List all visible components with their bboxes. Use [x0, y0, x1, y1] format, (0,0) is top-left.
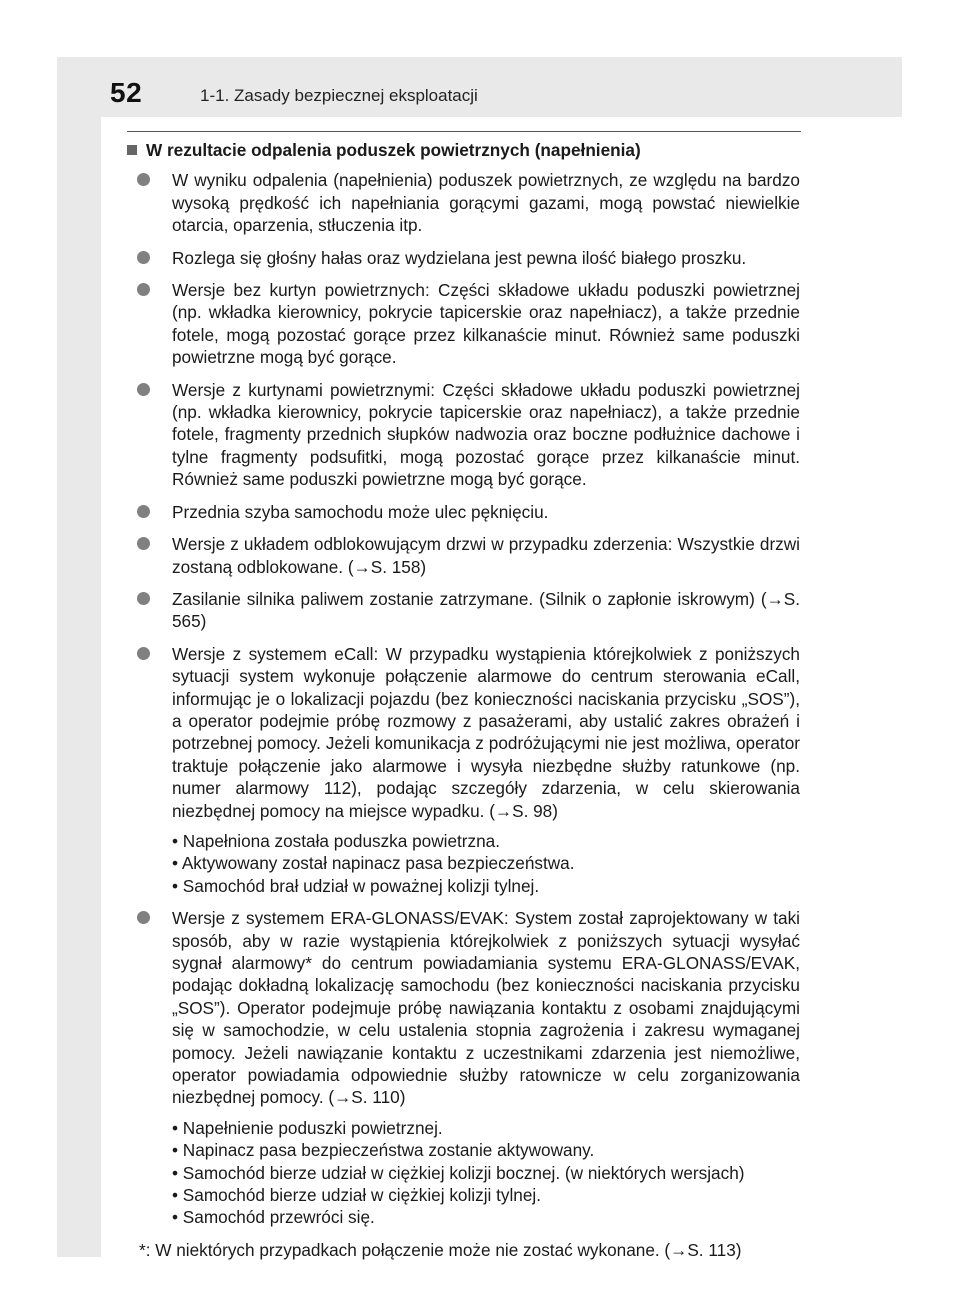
sub-list-item: • Napinacz pasa bezpieczeństwa zostanie aktywowany.	[172, 1140, 595, 1161]
list-item: Rozlega się głośny hałas oraz wydzielana jest pewna ilość białego proszku.	[127, 247, 800, 269]
bullet-icon	[137, 647, 150, 660]
list-item: Wersje z kurtynami powietrznymi: Części składowe układu poduszki powietrznej (np. wkładka kierownicy, pokrycie tapicerskie oraz napełniacz), a także przednie fotele, fragmenty przednich słupków nadwozia oraz boczne podłużnice dachowe i tylne fragmenty podsufitki, mogą pozostać gorące przez kilkanaście minut. Również same poduszki powietrzne mogą być gorące.	[127, 379, 800, 491]
page-margin-band	[57, 57, 101, 1257]
square-bullet-icon	[127, 145, 137, 155]
bullet-icon	[137, 173, 150, 186]
divider	[127, 131, 801, 132]
list-item: Zasilanie silnika paliwem zostanie zatrzymane. (Silnik o zapłonie iskrowym) (→S. 565)	[127, 588, 800, 633]
page-content	[127, 139, 800, 1261]
bullet-icon	[137, 251, 150, 264]
list-item: Wersje z układem odblokowującym drzwi w przypadku zderzenia: Wszystkie drzwi zostaną odblokowane. (→S. 158)	[127, 533, 800, 578]
footnote: *: W niektórych przypadkach połączenie może nie zostać wykonane. (→S. 113)	[139, 1239, 742, 1260]
sub-list-item: • Napełniona została poduszka powietrzna.	[172, 830, 501, 851]
header-band	[57, 57, 902, 117]
bullet-icon	[137, 505, 150, 518]
section-heading	[127, 139, 800, 161]
list-item: Wersje bez kurtyn powietrznych: Części składowe układu poduszki powietrznej (np. wkładka kierownicy, pokrycie tapicerskie oraz napełniacz), a także przednie fotele, mogą pozostać gorące przez kilkanaście minut. Również same poduszki powietrzne mogą być gorące.	[127, 279, 800, 369]
list-item-era-glonass: Wersje z systemem ERA-GLONASS/EVAK: System został zaprojektowany w taki sposób, aby w razie wystąpienia którejkolwiek z poniższych sytuacji wysyłać sygnał alarmowy* do centrum powiadamiania systemu ERA-GLONASS/EVAK, podając dokładną lokalizację samochodu (bez konieczności naciskania przycisku „SOS”). Operator podejmuje próbę nawiązania kontaktu z osobami znajdującymi się w samochodzie, w celu ustalenia stopnia zagrożenia i zakresu wymaganej pomocy. Jeżeli nawiązanie kontaktu z uczestnikami zdarzenia jest niemożliwe, operator powiadamia odpowiednie służby ratownicze w celu zorganizowania niezbędnej pomocy. (→S. 110)	[127, 907, 800, 1109]
bullet-icon	[137, 537, 150, 550]
list-item-ecall: Wersje z systemem eCall: W przypadku wystąpienia którejkolwiek z poniższych sytuacji system wykonuje połączenie alarmowe do centrum sterowania eCall, informując je o lokalizacji pojazdu (bez konieczności naciskania przycisku „SOS”), a operator podejmie próbę rozmowy z pasażerami, aby ustalić zakres obrażeń i potrzebnej pomocy. Jeżeli komunikacja z podróżującymi nie jest możliwa, operator traktuje połączenie jako alarmowe i wysyła niezbędne służby ratunkowe (np. numer alarmowy 112), podając szczegóły zdarzenia, w celu skierowania niezbędnej pomocy na miejsce wypadku. (→S. 98)	[127, 643, 800, 822]
sub-list-item: • Samochód przewróci się.	[172, 1207, 375, 1228]
sub-list-item: • Aktywowany został napinacz pasa bezpieczeństwa.	[172, 853, 575, 874]
section-title: 1-1. Zasady bezpiecznej eksploatacji	[200, 86, 478, 105]
page-number: 52	[110, 77, 143, 108]
bullet-icon	[137, 283, 150, 296]
heading-text: W rezultacie odpalenia poduszek powietrznych (napełnienia)	[146, 140, 641, 160]
bullet-icon	[137, 911, 150, 924]
sub-list-item: • Samochód brał udział w poważnej kolizji tylnej.	[172, 875, 540, 896]
bullet-icon	[137, 592, 150, 605]
ecall-conditions-list	[127, 830, 800, 897]
list-item: Przednia szyba samochodu może ulec pęknięciu.	[127, 501, 800, 523]
sub-list-item: • Napełnienie poduszki powietrznej.	[172, 1117, 443, 1138]
bullet-icon	[137, 383, 150, 396]
sub-list-item: • Samochód bierze udział w ciężkiej kolizji tylnej.	[172, 1185, 542, 1206]
sub-list-item: • Samochód bierze udział w ciężkiej kolizji bocznej. (w niektórych wersjach)	[172, 1162, 745, 1183]
era-conditions-list	[127, 1117, 800, 1229]
list-item: W wyniku odpalenia (napełnienia) poduszek powietrznych, ze względu na bardzo wysoką prędkość ich napełniania gorącymi gazami, mogą powstać niewielkie otarcia, oparzenia, stłuczenia itp.	[127, 169, 800, 236]
